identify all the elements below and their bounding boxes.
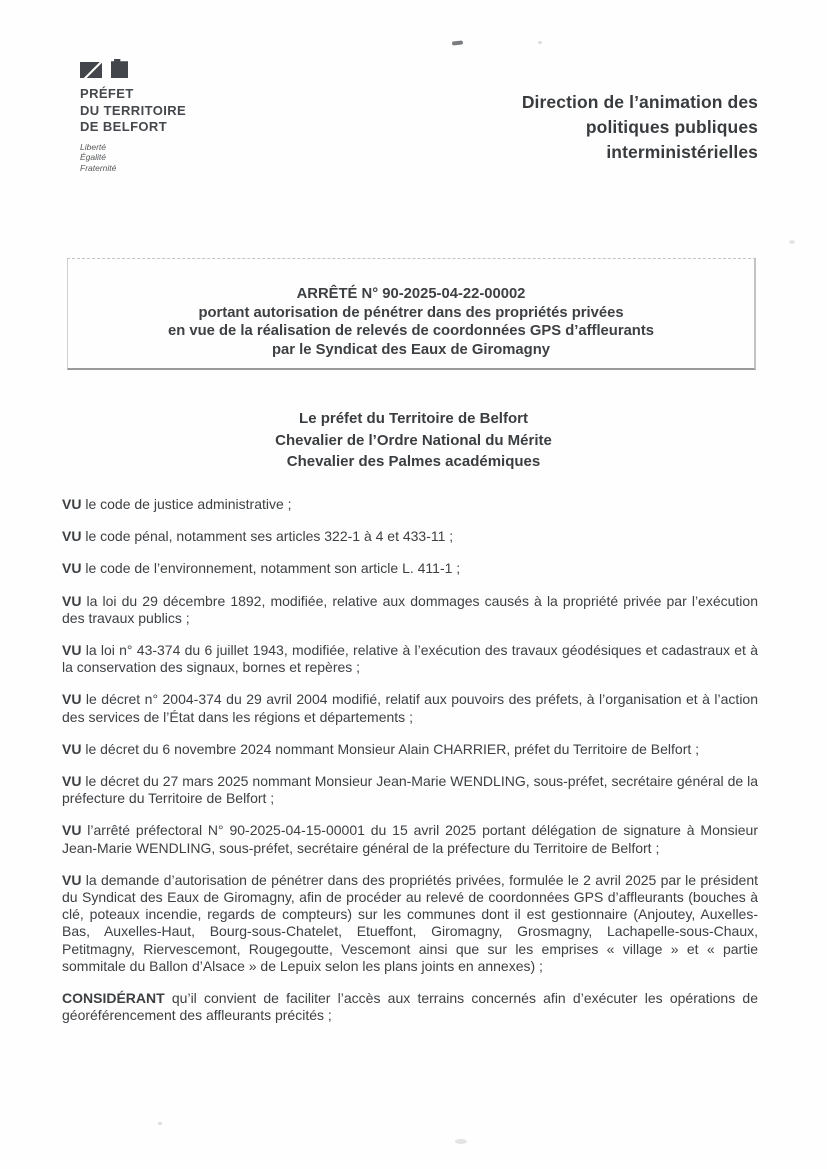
paragraph-text: le code de justice administrative ; <box>81 496 292 512</box>
paragraph-lead: VU <box>62 528 82 545</box>
direction-header <box>522 90 758 165</box>
motto-line: Liberté <box>80 141 106 152</box>
scan-artifact <box>455 1139 467 1144</box>
arrete-title-box <box>67 258 756 370</box>
paragraph-lead: VU <box>62 773 82 790</box>
scan-artifact <box>158 1122 162 1125</box>
paragraph <box>62 496 758 513</box>
paragraph-lead: VU <box>62 592 82 609</box>
direction-line: politiques publiques <box>585 117 758 137</box>
motto-line: Égalité <box>80 152 106 162</box>
paragraph-text: le décret n° 2004-374 du 29 avril 2004 modifié, relatif aux pouvoirs des préfets, à l’organisation et à l’action des services de l’État dans les régions et départements ; <box>62 691 758 725</box>
paragraph <box>62 872 758 975</box>
paragraph-lead: VU <box>62 642 82 659</box>
logo-line: DE BELFORT <box>80 119 168 134</box>
authority-line: Chevalier de l’Ordre National du Mérite <box>275 431 552 449</box>
authority-line: Le préfet du Territoire de Belfort <box>299 410 528 427</box>
paragraph <box>62 773 758 807</box>
authority-line: Chevalier des Palmes académiques <box>286 453 541 470</box>
paragraph-text: le code de l’environnement, notamment son article L. 411-1 ; <box>81 560 461 577</box>
paragraph <box>62 560 758 577</box>
paragraph <box>62 642 758 676</box>
marianne-flag-icon <box>80 62 102 78</box>
paragraph-lead: CONSIDÉRANT <box>62 990 165 1007</box>
direction-line: interministérielles <box>606 142 758 162</box>
paragraph <box>62 741 758 758</box>
arrete-title-line: portant autorisation de pénétrer dans des propriétés privées <box>198 304 624 321</box>
paragraph-text: la loi du 29 décembre 1892, modifiée, relative aux dommages causés à la propriété privée par l’exécution des travaux publics ; <box>62 592 758 626</box>
paragraph-text: le code pénal, notamment ses articles 322-1 à 4 et 433-11 ; <box>81 528 454 545</box>
arrete-number: ARRÊTÉ N° 90-2025-04-22-00002 <box>296 286 526 302</box>
paragraph-lead: VU <box>62 496 82 512</box>
paragraph <box>62 822 758 856</box>
marianne-profile-icon <box>111 59 128 78</box>
paragraph-lead: VU <box>62 822 82 839</box>
scan-artifact <box>538 41 542 44</box>
paragraph <box>62 593 758 627</box>
arrete-title-line: par le Syndicat des Eaux de Giromagny <box>272 341 550 358</box>
paragraph-text: la demande d’autorisation de pénétrer dans des propriétés privées, formulée le 2 avril 2025 par le président du Syndicat des Eaux de Giromagny, afin de procéder au relevé de coordonnées GPS d’affleurants (bouches à clé, poteaux incendie, regards de compteurs) sur les communes dont il est gestionnaire (Anjoutey, Auxelles-Bas, Auxelles-Haut, Bourg-sous-Chatelet, Etueffont, Giromagny, Grosmagny, Lachapelle-sous-Chaux, Petitmagny, Riervescemont, Rougegoutte, Vescemont ainsi que sur les emprises « village » et « partie sommitale du Ballon d’Alsace » de Lepuix selon les plans joints en annexes) ; <box>62 871 758 974</box>
paragraph-text: l’arrêté préfectoral N° 90-2025-04-15-00001 du 15 avril 2025 portant délégation de signature à Monsieur Jean-Marie WENDLING, sous-préfet, secrétaire général de la préfecture du Territoire de Belfort ; <box>62 822 758 856</box>
paragraph-text: le décret du 27 mars 2025 nommant Monsieur Jean-Marie WENDLING, sous-préfet, secrétaire général de la préfecture du Territoire de Belfort ; <box>62 773 758 807</box>
motto-line: Fraternité <box>80 162 117 173</box>
paragraph-lead: VU <box>62 560 82 577</box>
paragraph-lead: VU <box>62 691 82 708</box>
logo-ministry-name <box>80 86 186 136</box>
scan-artifact <box>789 240 795 244</box>
marianne-logo-icon <box>80 59 186 79</box>
paragraph-lead: VU <box>62 871 82 888</box>
authority-block <box>0 408 827 473</box>
logo-line: PRÉFET <box>80 86 134 101</box>
paragraph <box>62 691 758 725</box>
paragraph-text: la loi n° 43-374 du 6 juillet 1943, modifiée, relative à l’exécution des travaux géodésiques et cadastraux et à la conservation des signaux, bornes et repères ; <box>62 642 758 676</box>
logo-motto <box>80 142 186 174</box>
logo-line: DU TERRITOIRE <box>80 102 187 118</box>
paragraph-text: qu’il convient de faciliter l’accès aux terrains concernés afin d’exécuter les opérations de géoréférencement des affleurants précités ; <box>62 990 758 1024</box>
body-paragraphs <box>62 496 758 1039</box>
paragraph <box>62 990 758 1024</box>
prefecture-logo <box>80 59 186 173</box>
paragraph-lead: VU <box>62 740 82 757</box>
paragraph <box>62 528 758 545</box>
direction-line: Direction de l’animation des <box>521 92 758 112</box>
scan-artifact <box>452 40 463 45</box>
arrete-title-line: en vue de la réalisation de relevés de coordonnées GPS d’affleurants <box>168 323 654 340</box>
paragraph-text: le décret du 6 novembre 2024 nommant Monsieur Alain CHARRIER, préfet du Territoire de Belfort ; <box>81 740 700 757</box>
